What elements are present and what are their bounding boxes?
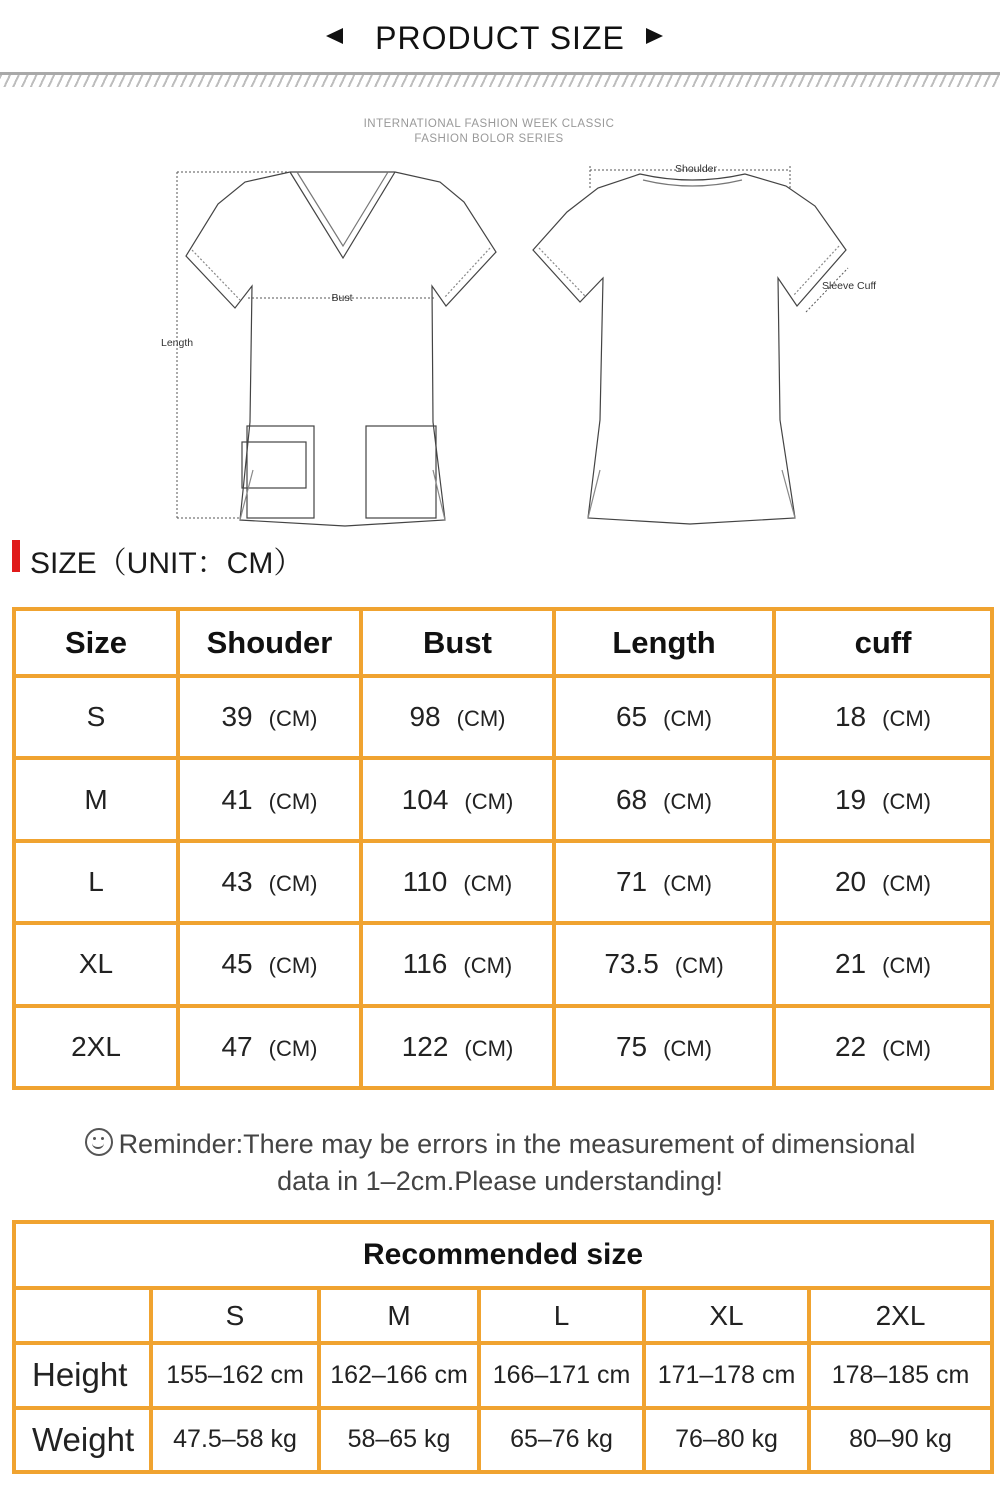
rec-col-header: XL — [644, 1288, 809, 1343]
value: 110 — [402, 865, 448, 897]
value: 116 — [402, 948, 448, 980]
unit: (CM) — [268, 788, 318, 814]
value: 68 — [615, 783, 648, 815]
cuff-cell — [774, 1006, 992, 1088]
col-header-bust: Bust — [361, 609, 554, 676]
value: 45 — [221, 948, 253, 980]
unit: (CM) — [663, 788, 713, 814]
table-row — [14, 1006, 992, 1088]
heading-accent-bar — [12, 540, 20, 572]
col-header-length: Length — [554, 609, 774, 676]
col-header-size: Size — [14, 609, 178, 676]
weight-cell: 65–76 kg — [479, 1408, 644, 1472]
value: 18 — [834, 701, 867, 733]
unit: (CM) — [268, 1035, 318, 1061]
rec-col-header: 2XL — [809, 1288, 992, 1343]
smiley-icon — [85, 1128, 113, 1156]
page-header — [0, 0, 1000, 82]
height-cell: 155–162 cm — [151, 1343, 319, 1407]
size-heading-text: SIZE（UNIT：CM） — [30, 547, 304, 580]
size-cell: XL — [14, 923, 178, 1005]
value: 75 — [615, 1030, 648, 1062]
weight-cell: 80–90 kg — [809, 1408, 992, 1472]
rec-col-header: S — [151, 1288, 319, 1343]
rec-title-row — [14, 1222, 992, 1288]
front-view — [186, 172, 496, 526]
length-cell — [554, 758, 774, 840]
weight-label: Weight — [14, 1408, 151, 1472]
rec-col-header: M — [319, 1288, 479, 1343]
height-row — [14, 1343, 992, 1407]
unit: (CM) — [268, 706, 318, 732]
cuff-cell — [774, 758, 992, 840]
table-row — [14, 676, 992, 758]
size-cell: L — [14, 841, 178, 923]
cuff-cell — [774, 841, 992, 923]
bust-cell — [361, 841, 554, 923]
arrow-right-icon — [646, 28, 663, 44]
unit: (CM) — [882, 1035, 932, 1061]
shoulder-label: Shoulder — [674, 163, 718, 175]
cuff-cell — [774, 676, 992, 758]
header-divider — [0, 72, 1000, 87]
length-cell — [554, 923, 774, 1005]
shoulder-cell — [178, 1006, 361, 1088]
sleeve-cuff-label: Sleeve Cuff — [822, 280, 877, 292]
length-cell — [554, 1006, 774, 1088]
unit: (CM) — [268, 953, 318, 979]
bust-cell — [361, 676, 554, 758]
unit: (CM) — [882, 788, 932, 814]
value: 43 — [221, 865, 253, 897]
weight-row — [14, 1408, 992, 1472]
shoulder-cell — [178, 676, 361, 758]
unit: (CM) — [882, 953, 932, 979]
col-header-shoulder: Shouder — [178, 609, 361, 676]
table-header-row — [14, 609, 992, 676]
value: 39 — [221, 701, 253, 733]
reminder-line1: Reminder:There may be errors in the measurement of dimensional — [118, 1129, 916, 1159]
length-label: Length — [161, 337, 194, 349]
garment-diagram — [0, 100, 1000, 530]
bust-cell — [361, 1006, 554, 1088]
empty-corner-cell — [14, 1288, 151, 1343]
shoulder-cell — [178, 758, 361, 840]
reminder-note — [40, 1126, 960, 1200]
unit: (CM) — [463, 870, 513, 896]
size-chart-table — [12, 607, 994, 1090]
value: 65 — [615, 701, 648, 733]
unit: (CM) — [464, 788, 514, 814]
value: 21 — [834, 948, 867, 980]
size-cell: S — [14, 676, 178, 758]
shoulder-cell — [178, 841, 361, 923]
table-row — [14, 758, 992, 840]
page-title: PRODUCT SIZE — [375, 20, 625, 56]
length-cell — [554, 841, 774, 923]
rec-table-title: Recommended size — [14, 1222, 992, 1288]
rec-col-header: L — [479, 1288, 644, 1343]
shoulder-cell — [178, 923, 361, 1005]
value: 122 — [401, 1030, 449, 1062]
unit: (CM) — [456, 706, 506, 732]
value: 73.5 — [604, 948, 659, 980]
back-measure-lines — [590, 166, 848, 312]
value: 98 — [409, 701, 441, 733]
size-cell: 2XL — [14, 1006, 178, 1088]
bust-cell — [361, 758, 554, 840]
unit: (CM) — [663, 1035, 713, 1061]
diagram-caption-line2: FASHION BOLOR SERIES — [414, 133, 564, 145]
value: 20 — [834, 865, 867, 897]
bust-cell — [361, 923, 554, 1005]
height-label: Height — [14, 1343, 151, 1407]
unit: (CM) — [663, 706, 713, 732]
weight-cell: 58–65 kg — [319, 1408, 479, 1472]
reminder-line2: data in 1–2cm.Please understanding! — [277, 1166, 723, 1196]
table-row — [14, 923, 992, 1005]
height-cell: 178–185 cm — [809, 1343, 992, 1407]
table-row — [14, 841, 992, 923]
bust-label: Bust — [331, 292, 353, 304]
height-cell: 171–178 cm — [644, 1343, 809, 1407]
rec-header-row — [14, 1288, 992, 1343]
diagram-caption-line1: INTERNATIONAL FASHION WEEK CLASSIC — [363, 118, 615, 130]
value: 19 — [834, 783, 867, 815]
unit: (CM) — [674, 953, 724, 979]
col-header-cuff: cuff — [774, 609, 992, 676]
unit: (CM) — [882, 870, 932, 896]
weight-cell: 76–80 kg — [644, 1408, 809, 1472]
unit: (CM) — [463, 953, 513, 979]
length-cell — [554, 676, 774, 758]
value: 47 — [221, 1030, 253, 1062]
unit: (CM) — [882, 706, 932, 732]
unit: (CM) — [268, 870, 318, 896]
cuff-cell — [774, 923, 992, 1005]
value: 22 — [834, 1030, 867, 1062]
height-cell: 166–171 cm — [479, 1343, 644, 1407]
value: 71 — [615, 865, 648, 897]
back-view — [533, 174, 846, 524]
unit: (CM) — [464, 1035, 514, 1061]
recommended-size-table — [12, 1220, 994, 1474]
height-cell: 162–166 cm — [319, 1343, 479, 1407]
unit: (CM) — [663, 870, 713, 896]
value: 104 — [401, 783, 449, 815]
value: 41 — [221, 783, 253, 815]
weight-cell: 47.5–58 kg — [151, 1408, 319, 1472]
size-cell: M — [14, 758, 178, 840]
